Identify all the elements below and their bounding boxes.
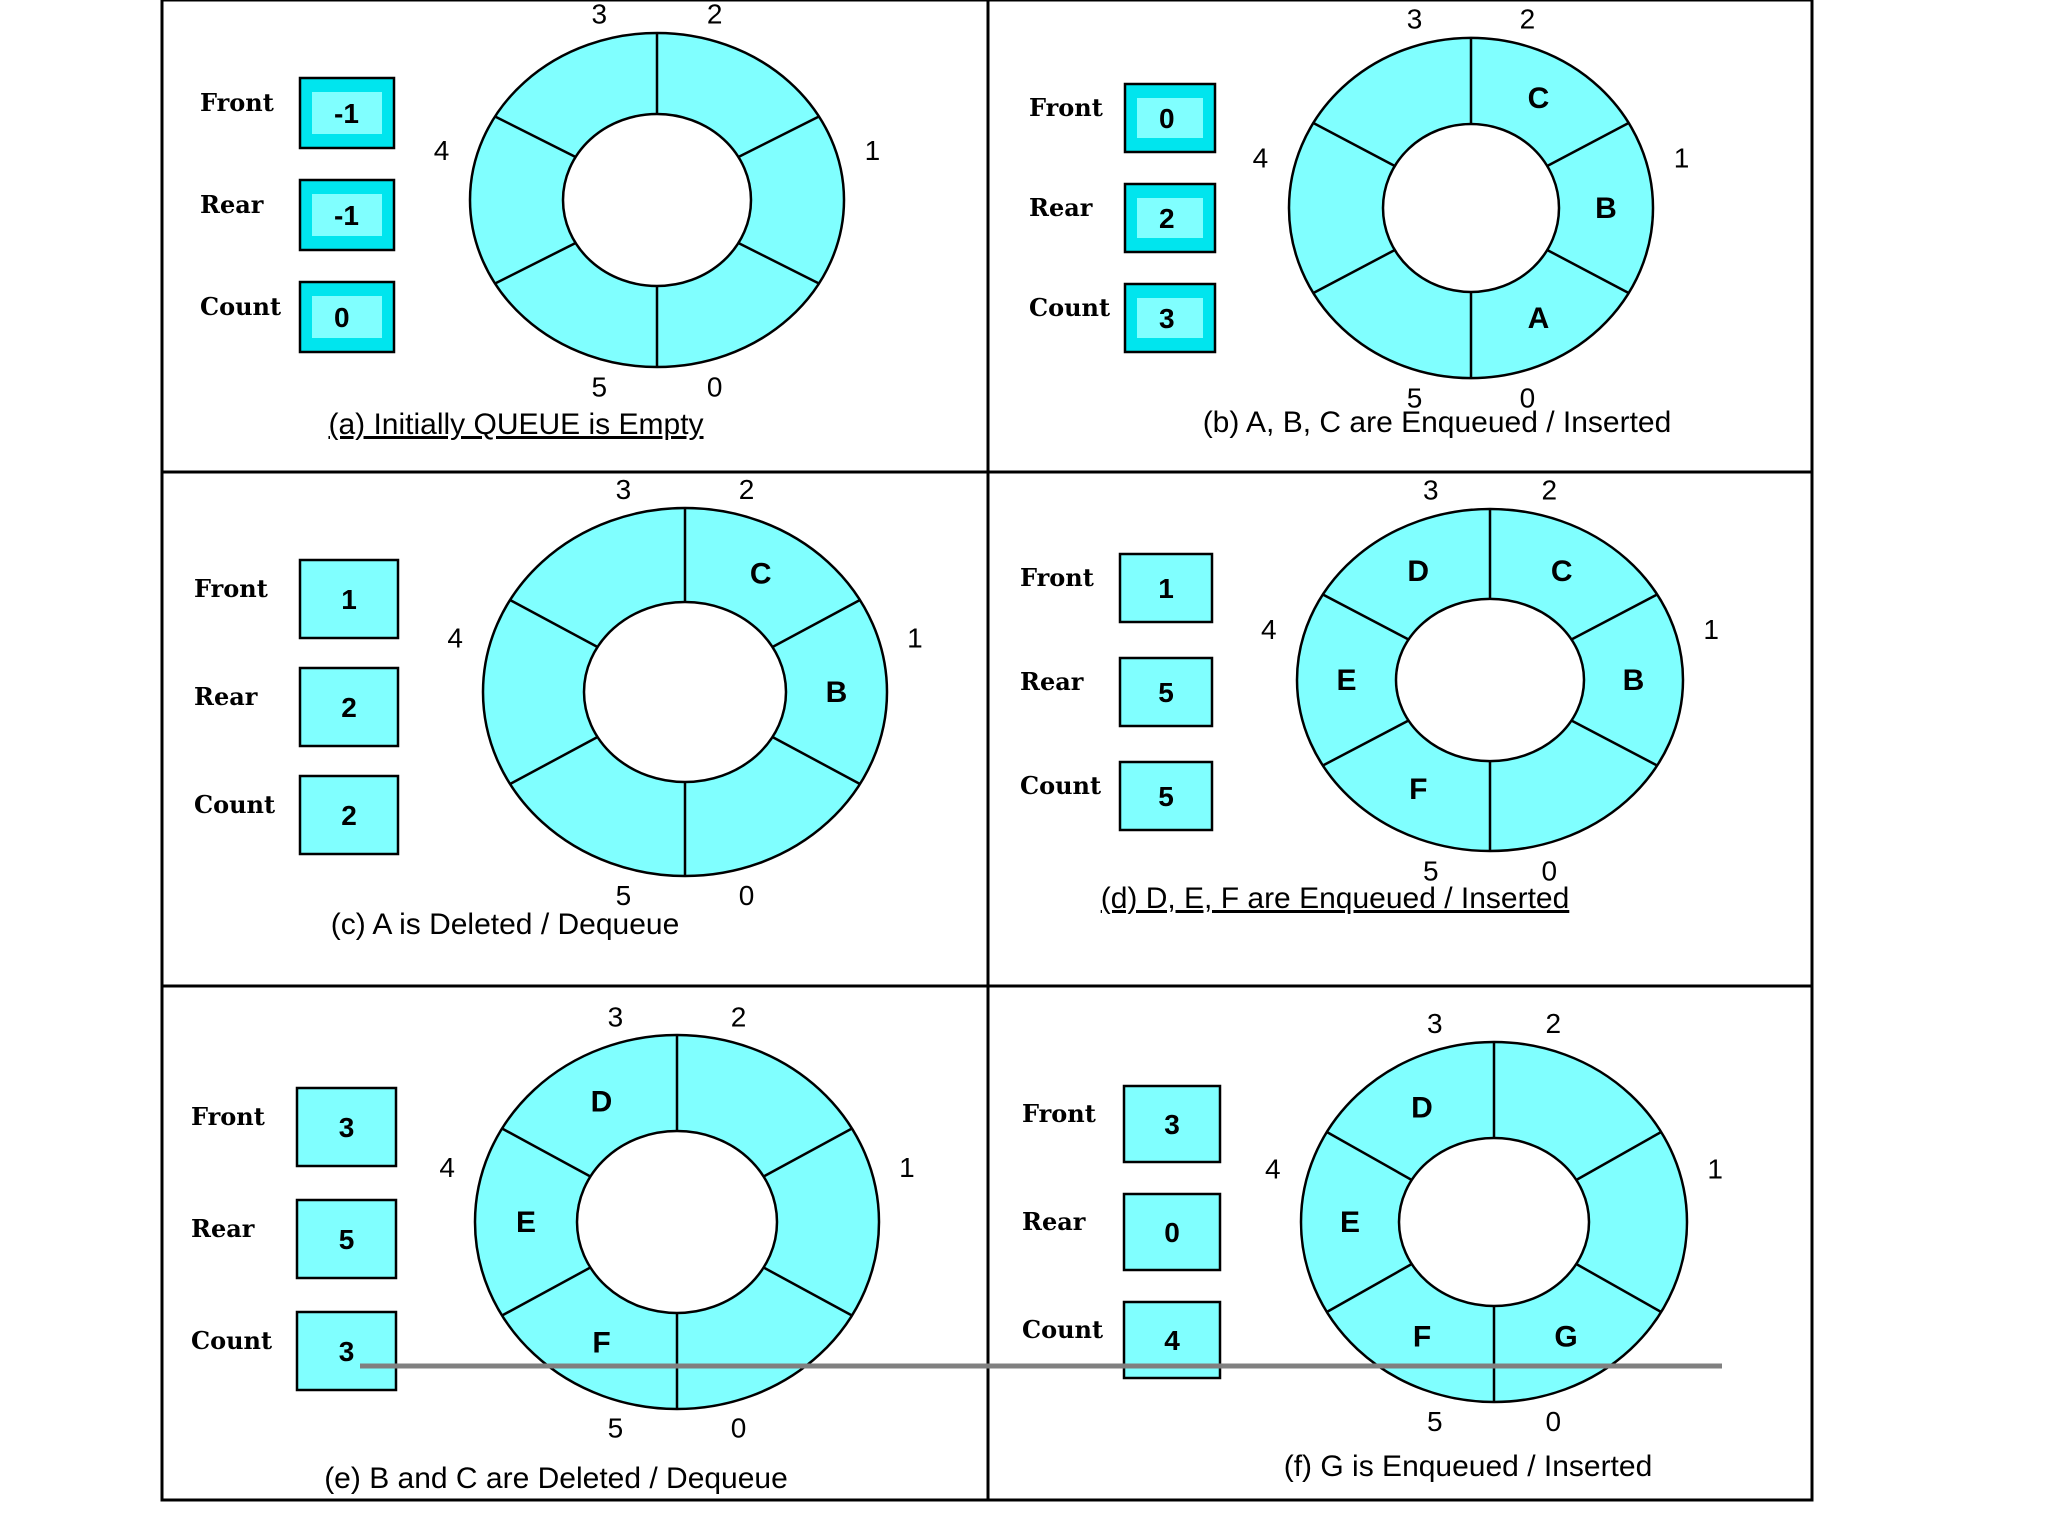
slot-index-label: 5 bbox=[1426, 1405, 1443, 1437]
slot-value: G bbox=[1554, 1320, 1578, 1354]
slot-index-label: 1 bbox=[899, 1151, 915, 1183]
slot-value: D bbox=[1407, 554, 1430, 588]
rear-label: Rear bbox=[194, 682, 258, 711]
rear-label: Rear bbox=[191, 1214, 255, 1243]
queue-panel bbox=[988, 0, 1812, 472]
front-label: Front bbox=[200, 88, 274, 117]
count-value: 3 bbox=[338, 1336, 355, 1367]
slot-index-label: 0 bbox=[730, 1412, 747, 1444]
count-label: Count bbox=[194, 790, 276, 819]
slot-index-label: 3 bbox=[615, 474, 632, 506]
front-label: Front bbox=[1029, 93, 1103, 122]
slot-index-label: 2 bbox=[706, 0, 723, 30]
slot-index-label: 0 bbox=[1545, 1405, 1562, 1437]
queue-panel bbox=[988, 472, 1812, 986]
front-value: 3 bbox=[1164, 1109, 1180, 1140]
front-label: Front bbox=[1022, 1099, 1096, 1128]
slot-value: B bbox=[1595, 192, 1617, 225]
panel-caption: (f) G is Enqueued / Inserted bbox=[1283, 1450, 1653, 1483]
queue-panel bbox=[988, 986, 1812, 1500]
slot-value: E bbox=[1339, 1206, 1361, 1239]
slot-index-label: 0 bbox=[706, 371, 723, 403]
rear-label: Rear bbox=[1029, 193, 1093, 222]
front-value: 3 bbox=[338, 1112, 355, 1143]
queue-panel bbox=[162, 0, 988, 472]
slot-index-label: 0 bbox=[1519, 382, 1536, 414]
count-value: 5 bbox=[1158, 781, 1174, 812]
rear-label: Rear bbox=[1020, 667, 1084, 696]
front-value: 1 bbox=[1158, 573, 1174, 604]
slot-index-label: 1 bbox=[864, 135, 881, 167]
slot-value: F bbox=[592, 1326, 611, 1360]
slot-index-label: 4 bbox=[1261, 614, 1277, 646]
panel-caption: (d) D, E, F are Enqueued / Inserted bbox=[1100, 882, 1570, 915]
slot-index-label: 4 bbox=[447, 622, 463, 654]
slot-index-label: 1 bbox=[1703, 614, 1719, 646]
slot-index-label: 3 bbox=[591, 0, 608, 30]
panel-layer bbox=[162, 0, 1812, 1500]
queue-panel bbox=[162, 986, 988, 1500]
slot-value: E bbox=[515, 1206, 537, 1239]
panel-caption: (c) A is Deleted / Dequeue bbox=[330, 908, 680, 941]
front-label: Front bbox=[1020, 563, 1094, 592]
slot-index-label: 4 bbox=[1252, 142, 1269, 174]
slot-index-label: 2 bbox=[1541, 474, 1558, 506]
count-value: 2 bbox=[341, 800, 357, 831]
front-value: -1 bbox=[334, 98, 359, 129]
slot-index-label: 0 bbox=[738, 879, 755, 911]
front-value: 0 bbox=[1159, 103, 1175, 134]
rear-label: Rear bbox=[1022, 1207, 1086, 1236]
rear-value: 0 bbox=[1164, 1217, 1180, 1248]
panel-caption: (e) B and C are Deleted / Dequeue bbox=[324, 1462, 788, 1495]
slot-value: D bbox=[1411, 1091, 1433, 1125]
front-value: 1 bbox=[341, 584, 357, 615]
count-value: 0 bbox=[334, 302, 350, 333]
slot-index-label: 5 bbox=[607, 1412, 624, 1444]
rear-value: -1 bbox=[334, 200, 359, 231]
slot-value: C bbox=[1550, 554, 1573, 588]
slot-index-label: 5 bbox=[1406, 382, 1423, 414]
count-label: Count bbox=[191, 1326, 273, 1355]
rear-value: 2 bbox=[341, 692, 357, 723]
front-label: Front bbox=[194, 574, 268, 603]
slot-index-label: 0 bbox=[1541, 855, 1558, 887]
slot-index-label: 4 bbox=[439, 1151, 455, 1183]
slot-index-label: 2 bbox=[1519, 3, 1536, 35]
slot-index-label: 3 bbox=[1426, 1008, 1443, 1040]
slot-value: B bbox=[1622, 664, 1645, 697]
slot-index-label: 3 bbox=[1406, 3, 1423, 35]
slot-value: C bbox=[749, 557, 772, 591]
slot-index-label: 5 bbox=[591, 371, 608, 403]
slot-value: F bbox=[1409, 773, 1428, 807]
slot-value: F bbox=[1412, 1320, 1432, 1354]
count-label: Count bbox=[200, 292, 282, 321]
panel-caption: (a) Initially QUEUE is Empty bbox=[328, 408, 704, 441]
slot-index-label: 1 bbox=[907, 622, 923, 654]
count-value: 4 bbox=[1164, 1325, 1180, 1356]
slot-index-label: 4 bbox=[1265, 1153, 1281, 1185]
rear-value: 2 bbox=[1159, 203, 1175, 234]
rear-value: 5 bbox=[338, 1224, 355, 1255]
rear-label: Rear bbox=[200, 190, 264, 219]
slot-index-label: 3 bbox=[607, 1001, 624, 1033]
slot-index-label: 5 bbox=[615, 879, 632, 911]
slot-value: E bbox=[1336, 664, 1357, 697]
slot-index-label: 2 bbox=[730, 1001, 747, 1033]
slot-index-label: 1 bbox=[1673, 142, 1690, 174]
slot-index-label: 5 bbox=[1422, 855, 1439, 887]
slot-value: C bbox=[1527, 82, 1550, 116]
count-value: 3 bbox=[1159, 303, 1175, 334]
rear-value: 5 bbox=[1158, 677, 1174, 708]
count-label: Count bbox=[1022, 1315, 1104, 1344]
panel-caption: (b) A, B, C are Enqueued / Inserted bbox=[1202, 406, 1672, 439]
slot-value: A bbox=[1527, 301, 1550, 335]
slot-value: B bbox=[825, 676, 848, 709]
slot-index-label: 3 bbox=[1422, 474, 1439, 506]
count-label: Count bbox=[1020, 771, 1102, 800]
slot-value: D bbox=[590, 1085, 613, 1119]
slot-index-label: 2 bbox=[1545, 1008, 1562, 1040]
slot-index-label: 2 bbox=[738, 474, 755, 506]
queue-panel bbox=[162, 472, 988, 986]
count-label: Count bbox=[1029, 293, 1111, 322]
front-label: Front bbox=[191, 1102, 265, 1131]
slot-index-label: 1 bbox=[1707, 1153, 1723, 1185]
slot-index-label: 4 bbox=[433, 135, 450, 167]
